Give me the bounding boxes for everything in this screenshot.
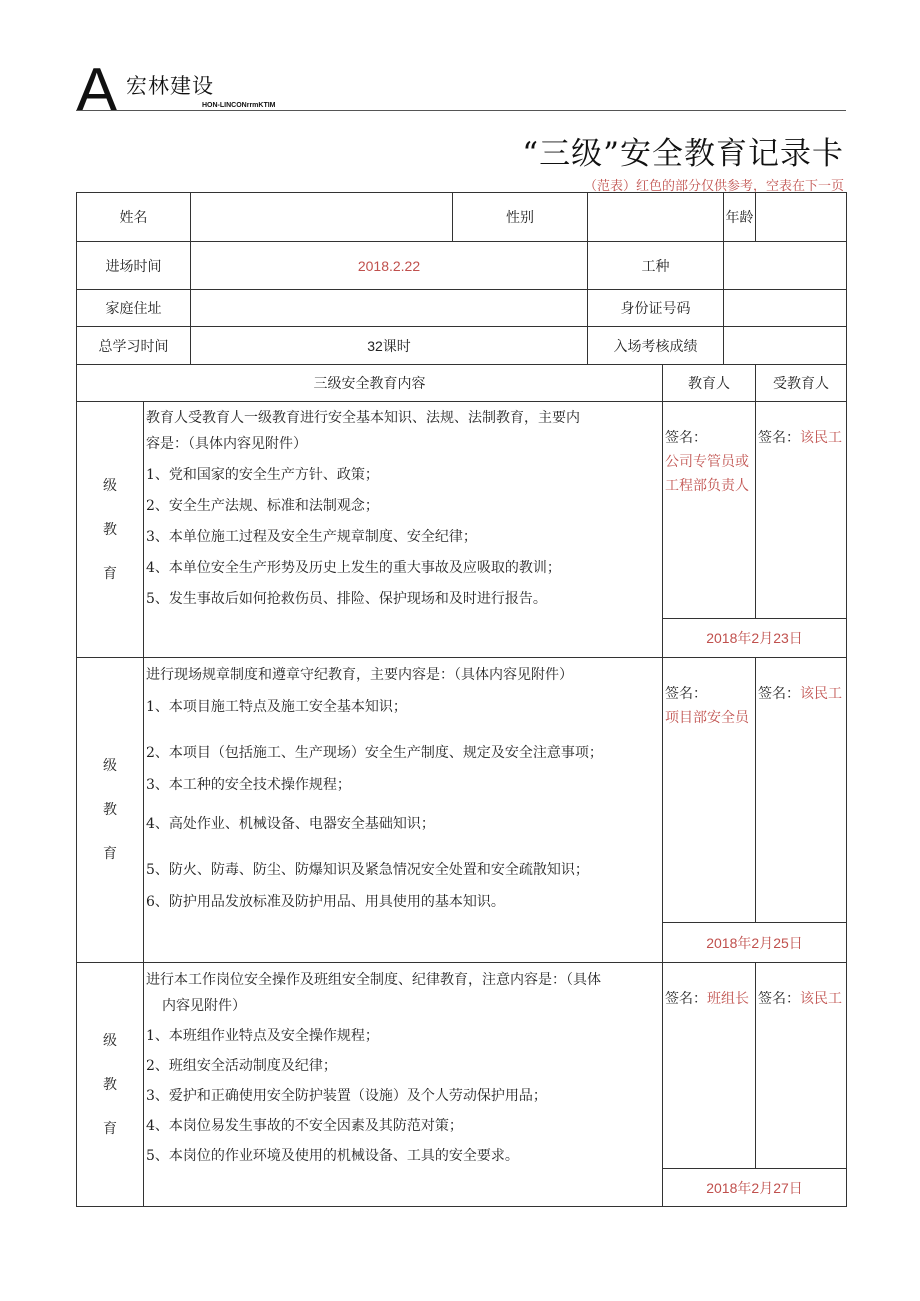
info-row-1	[77, 193, 847, 242]
logo-letter: A	[76, 56, 118, 125]
level-3-educator-sign: 签名：班组长	[663, 963, 756, 1169]
name-value	[191, 193, 453, 242]
age-value	[756, 193, 847, 242]
level-3-date: 2018年2月27日	[663, 1169, 847, 1207]
address-label: 家庭住址	[77, 290, 191, 327]
id-label: 身份证号码	[588, 290, 724, 327]
level-1-educator-sign: 签名： 公司专管员或工程部负责人	[663, 402, 756, 619]
level-3-row	[77, 963, 847, 1169]
name-label: 姓名	[77, 193, 191, 242]
education-record-table	[76, 192, 847, 1207]
company-name-en: HON-LINCONrrmKTIM	[202, 102, 276, 109]
company-name-cn: 宏林建设	[126, 74, 214, 98]
info-row-2	[77, 242, 847, 290]
exam-label: 入场考核成绩	[588, 327, 724, 365]
info-row-4	[77, 327, 847, 365]
level-3-educatee-sign: 签名：该民工	[756, 963, 847, 1169]
header-divider	[76, 110, 846, 111]
level-1-date: 2018年2月23日	[663, 619, 847, 658]
exam-value	[724, 327, 847, 365]
id-value	[724, 290, 847, 327]
trade-label: 工种	[588, 242, 724, 290]
gender-value	[588, 193, 724, 242]
study-time-label: 总学习时间	[77, 327, 191, 365]
level-2-content: 进行现场规章制度和遵章守纪教育，主要内容是：（具体内容见附件） 1、本项目施工特点及施工安全基本知识； 2、本项目（包括施工、生产现场）安全生产制度、规定及安全注意事项； 3、本工种的安全技术操作规程； 4、高处作业、机械设备、电器安全基础知识； 5、防火、防毒、防尘、防爆知识及紧急情况安全处置和安全疏散知识； 6、防护用品发放标准及防护用品、用具使用的基本知识。	[144, 658, 663, 963]
gender-label: 性别	[453, 193, 588, 242]
content-header: 三级安全教育内容	[77, 365, 663, 402]
educator-header: 教育人	[663, 365, 756, 402]
level-2-educatee-sign: 签名：该民工	[756, 658, 847, 923]
study-time-value: 32课时	[191, 327, 588, 365]
entry-time-value: 2018.2.22	[191, 242, 588, 290]
level-2-label: 级 教 育	[77, 658, 144, 963]
level-1-educatee-sign: 签名：该民工	[756, 402, 847, 619]
address-value	[191, 290, 588, 327]
level-2-educator-sign: 签名： 项目部安全员	[663, 658, 756, 923]
level-3-label: 级 教 育	[77, 963, 144, 1207]
age-label: 年龄	[724, 193, 756, 242]
level-2-row	[77, 658, 847, 923]
page-title: “三级”安全教育记录卡	[522, 136, 844, 172]
content-header-row	[77, 365, 847, 402]
info-row-3	[77, 290, 847, 327]
educatee-header: 受教育人	[756, 365, 847, 402]
level-1-label: 级 教 育	[77, 402, 144, 658]
level-1-content: 教育人受教育人一级教育进行安全基本知识、法规、法制教育，主要内 容是：（具体内容见附件） 1、党和国家的安全生产方针、政策； 2、安全生产法规、标准和法制观念； 3、本单位施工过程及安全生产规章制度、安全纪律； 4、本单位安全生产形势及历史上发生的重大事故及应吸取的教训； 5、发生事故后如何抢救伤员、排险、保护现场和及时进行报告。	[144, 402, 663, 658]
level-1-row	[77, 402, 847, 619]
trade-value	[724, 242, 847, 290]
sample-note: （范表）红色的部分仅供参考，空表在下一页	[583, 179, 844, 194]
entry-time-label: 进场时间	[77, 242, 191, 290]
level-2-date: 2018年2月25日	[663, 923, 847, 963]
level-3-content: 进行本工作岗位安全操作及班组安全制度、纪律教育，注意内容是：（具体 内容见附件） 1、本班组作业特点及安全操作规程； 2、班组安全活动制度及纪律； 3、爱护和正确使用安全防护装置（设施）及个人劳动保护用品； 4、本岗位易发生事故的不安全因素及其防范对策； 5、本岗位的作业环境及使用的机械设备、工具的安全要求。	[144, 963, 663, 1207]
